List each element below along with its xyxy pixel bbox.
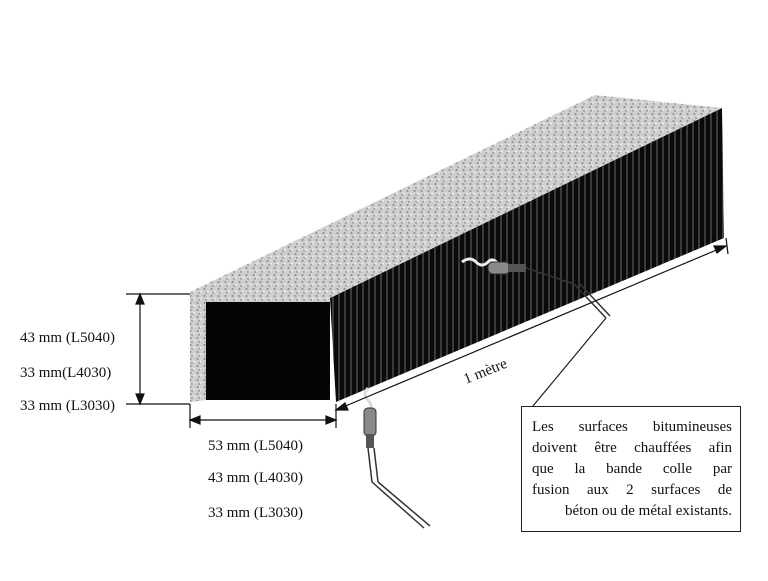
length-label: 1 mètre xyxy=(461,355,510,388)
height-label-l4030: 33 mm(L4030) xyxy=(20,365,112,381)
width-label-l4030: 43 mm (L4030) xyxy=(208,470,303,486)
width-label-l3030: 33 mm (L3030) xyxy=(208,505,303,521)
heating-tool-front-icon xyxy=(364,388,430,528)
note-line: fusion aux 2 surfaces de xyxy=(532,482,732,498)
note-line: Les surfaces bitumineuses xyxy=(532,419,732,435)
height-label-l3030: 33 mm (L3030) xyxy=(20,398,115,414)
width-dimension-line xyxy=(190,404,336,428)
note-line: que la bande colle par xyxy=(532,461,732,477)
note-box xyxy=(521,406,741,532)
note-leader-line xyxy=(523,318,606,418)
width-label-l5040: 53 mm (L5040) xyxy=(208,438,303,454)
height-dimension-line xyxy=(126,294,190,404)
note-line: béton ou de métal existants. xyxy=(564,503,732,519)
note-line: doivent être chauffées afin xyxy=(532,440,732,456)
band-front-face xyxy=(206,302,330,400)
height-label-l5040: 43 mm (L5040) xyxy=(20,330,115,346)
